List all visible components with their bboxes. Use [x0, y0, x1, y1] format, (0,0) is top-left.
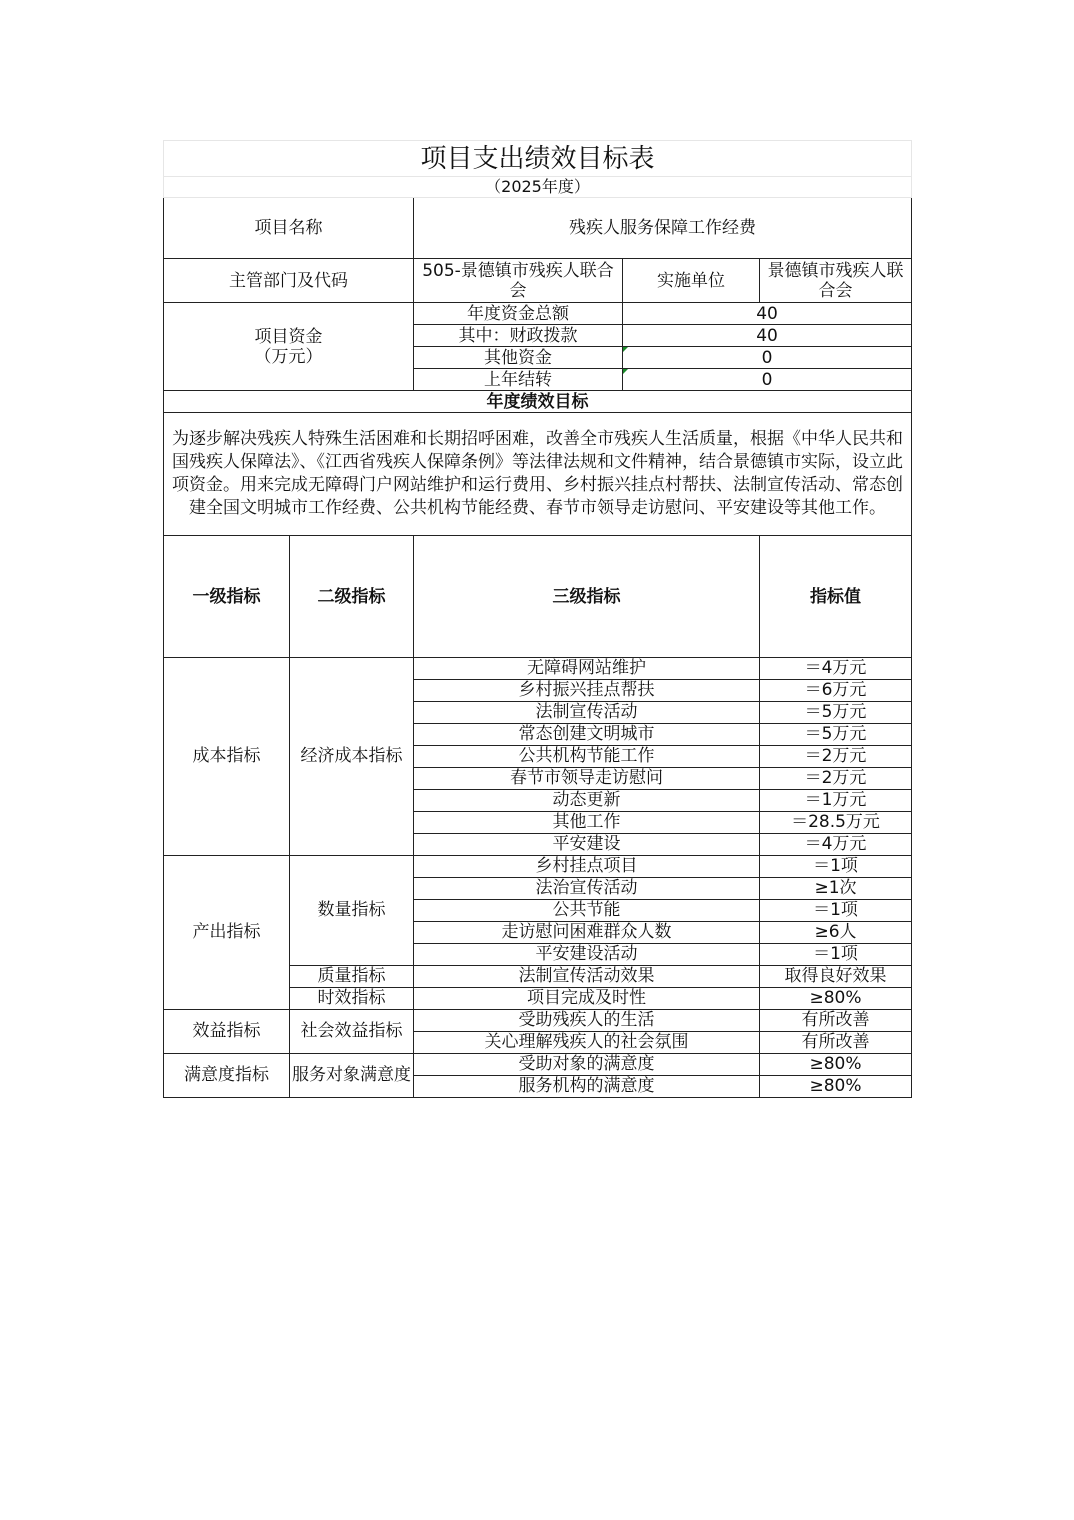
level3-indicator: 走访慰问困难群众人数	[414, 922, 760, 944]
indicator-value: ＝1项	[760, 856, 912, 878]
level3-indicator: 公共节能	[414, 900, 760, 922]
impl-value: 景德镇市残疾人联合会	[760, 259, 912, 303]
goal-heading: 年度绩效目标	[164, 391, 912, 413]
level2-indicator: 数量指标	[290, 856, 414, 966]
indicator-row	[164, 658, 912, 680]
level3-indicator: 乡村挂点项目	[414, 856, 760, 878]
indicator-row	[164, 1054, 912, 1076]
level2-indicator: 经济成本指标	[290, 658, 414, 856]
level3-indicator: 服务机构的满意度	[414, 1076, 760, 1098]
indicator-value: ＝1万元	[760, 790, 912, 812]
indicator-value: ＝1项	[760, 944, 912, 966]
dept-label: 主管部门及代码	[164, 259, 414, 303]
level1-indicator: 产出指标	[164, 856, 290, 1010]
level1-indicator: 成本指标	[164, 658, 290, 856]
indicator-value: ＝6万元	[760, 680, 912, 702]
level3-indicator: 公共机构节能工作	[414, 746, 760, 768]
indicator-value: ＝2万元	[760, 768, 912, 790]
indicator-value: 有所改善	[760, 1010, 912, 1032]
level2-indicator: 社会效益指标	[290, 1010, 414, 1054]
level3-indicator: 春节市领导走访慰问	[414, 768, 760, 790]
indicator-value: ≥80%	[760, 1054, 912, 1076]
indicator-value: ＝4万元	[760, 834, 912, 856]
level3-indicator: 其他工作	[414, 812, 760, 834]
level1-indicator: 效益指标	[164, 1010, 290, 1054]
level3-indicator: 受助残疾人的生活	[414, 1010, 760, 1032]
indicator-value: ＝2万元	[760, 746, 912, 768]
level3-indicator: 乡村振兴挂点帮扶	[414, 680, 760, 702]
funds-item-value: 40	[623, 325, 912, 347]
header-level3: 三级指标	[414, 536, 760, 658]
level2-indicator: 质量指标	[290, 966, 414, 988]
level3-indicator: 平安建设活动	[414, 944, 760, 966]
level3-indicator: 项目完成及时性	[414, 988, 760, 1010]
funds-item-label: 年度资金总额	[414, 303, 623, 325]
level3-indicator: 法制宣传活动	[414, 702, 760, 724]
level3-indicator: 受助对象的满意度	[414, 1054, 760, 1076]
level3-indicator: 法制宣传活动效果	[414, 966, 760, 988]
header-level1: 一级指标	[164, 536, 290, 658]
page-title: 项目支出绩效目标表	[164, 141, 912, 177]
header-level2: 二级指标	[290, 536, 414, 658]
level3-indicator: 法治宣传活动	[414, 878, 760, 900]
level2-indicator: 服务对象满意度	[290, 1054, 414, 1098]
dept-value: 505-景德镇市残疾人联合会	[414, 259, 623, 303]
project-name-label: 项目名称	[164, 198, 414, 259]
indicator-value: 有所改善	[760, 1032, 912, 1054]
goal-text: 为逐步解决残疾人特殊生活困难和长期招呼困难，改善全市残疾人生活质量，根据《中华人民共和国残疾人保障法》、《江西省残疾人保障条例》等法律法规和文件精神，结合景德镇市实际，设立此项资金。用来完成无障碍门户网站维护和运行费用、乡村振兴挂点村帮扶、法制宣传活动、常态创建全国文明城市工作经费、公共机构节能经费、春节市领导走访慰问、平安建设等其他工作。	[164, 413, 912, 536]
indicator-value: ＝1项	[760, 900, 912, 922]
indicator-value: ＝5万元	[760, 702, 912, 724]
performance-target-table	[163, 140, 912, 1098]
funds-item-label: 其中：财政拨款	[414, 325, 623, 347]
funds-item-label: 上年结转	[414, 369, 623, 391]
level3-indicator: 平安建设	[414, 834, 760, 856]
indicator-row	[164, 1010, 912, 1032]
level2-indicator: 时效指标	[290, 988, 414, 1010]
funds-item-value-text: 0	[761, 347, 773, 368]
funds-item-value	[623, 347, 912, 369]
cell-note-marker	[623, 347, 628, 352]
header-value: 指标值	[760, 536, 912, 658]
level3-indicator: 常态创建文明城市	[414, 724, 760, 746]
indicator-value: ＝5万元	[760, 724, 912, 746]
funds-item-value-text: 0	[761, 369, 773, 390]
year-subtitle: （2025年度）	[164, 177, 912, 198]
impl-label: 实施单位	[623, 259, 760, 303]
funds-item-value	[623, 369, 912, 391]
indicator-value: ≥6人	[760, 922, 912, 944]
level1-indicator: 满意度指标	[164, 1054, 290, 1098]
project-name-value: 残疾人服务保障工作经费	[414, 198, 912, 259]
level3-indicator: 关心理解残疾人的社会氛围	[414, 1032, 760, 1054]
indicator-value: ＝4万元	[760, 658, 912, 680]
indicator-value: ≥80%	[760, 1076, 912, 1098]
funds-label: 项目资金 （万元）	[164, 303, 414, 391]
indicator-value: ≥80%	[760, 988, 912, 1010]
indicator-value: ≥1次	[760, 878, 912, 900]
level3-indicator: 无障碍网站维护	[414, 658, 760, 680]
indicator-row	[164, 856, 912, 878]
level3-indicator: 动态更新	[414, 790, 760, 812]
indicator-value: 取得良好效果	[760, 966, 912, 988]
cell-note-marker	[623, 369, 628, 374]
indicator-value: ＝28.5万元	[760, 812, 912, 834]
funds-item-label: 其他资金	[414, 347, 623, 369]
funds-item-value: 40	[623, 303, 912, 325]
